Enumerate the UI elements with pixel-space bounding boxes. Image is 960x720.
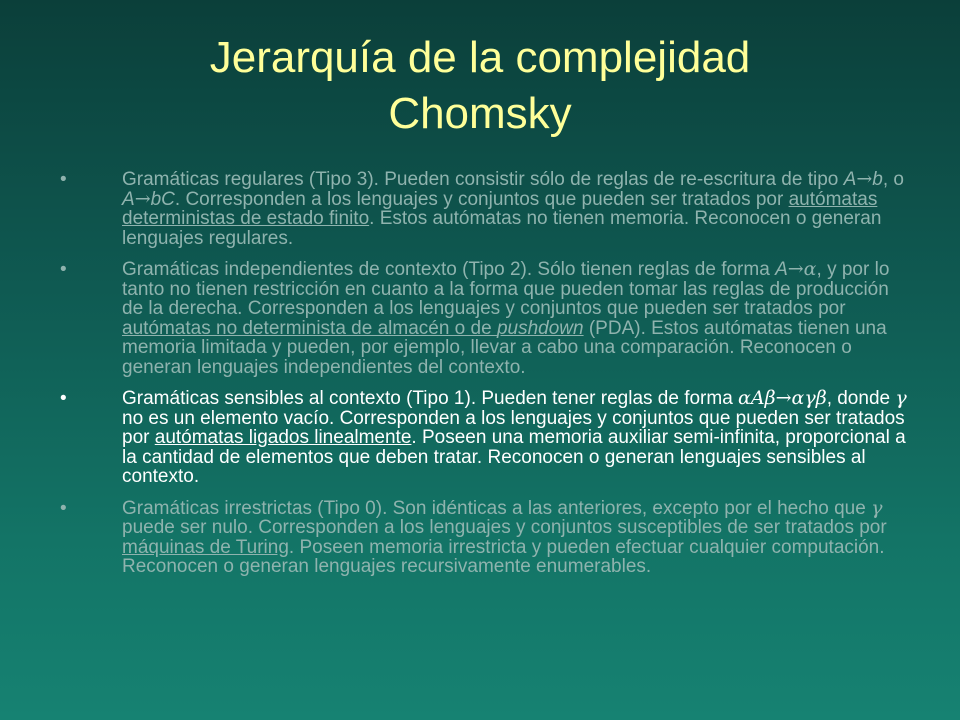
bullet-context-sensitive-grammars bbox=[60, 389, 910, 487]
text: . Corresponden a los lenguajes y conjuntos que pueden ser tratados por bbox=[174, 188, 789, 210]
arrow-symbol: → bbox=[134, 187, 151, 210]
arrow-symbol: → bbox=[775, 387, 792, 409]
bullet-regular-grammars bbox=[60, 170, 910, 248]
rule-symbol: A bbox=[122, 188, 135, 210]
text: Gramáticas irrestrictas (Tipo 0). Son idénticas a las anteriores, excepto por el hecho que bbox=[122, 497, 872, 519]
rule-left: αAβ bbox=[738, 387, 776, 409]
bullet-dot: • bbox=[60, 259, 67, 280]
bullet-list bbox=[60, 170, 910, 589]
text: no es un elemento vacío. Corresponden a los lenguajes y conjuntos que pueden ser tratados por bbox=[122, 407, 905, 448]
slide-title bbox=[0, 30, 960, 142]
text: . Estos autómatas no tienen memoria. Reconocen o generan lenguajes regulares. bbox=[122, 208, 882, 249]
title-line-2: Chomsky bbox=[388, 89, 572, 138]
bullet-dot: • bbox=[60, 497, 67, 519]
arrow-symbol: → bbox=[787, 258, 804, 280]
text: . Poseen una memoria auxiliar semi-infinita, proporcional a la cantidad de elementos que deben tratar. Reconocen o generan lenguajes sensibles al contexto. bbox=[122, 427, 906, 487]
link-turing-machines[interactable]: máquinas de Turing bbox=[122, 536, 289, 558]
bullet-dot: • bbox=[60, 388, 67, 409]
link-pushdown[interactable]: pushdown bbox=[496, 317, 584, 339]
rule-symbol: bC bbox=[150, 188, 175, 210]
bullet-dot: • bbox=[60, 169, 67, 190]
link-finite-automata[interactable]: autómatas deterministas de estado finito bbox=[122, 188, 878, 229]
text: puede ser nulo. Corresponden a los lenguajes y conjuntos susceptibles de ser tratados por bbox=[122, 517, 887, 538]
gamma-symbol: γ bbox=[895, 387, 907, 409]
text: (PDA). Estos autómatas tienen una memoria limitada y pueden, por ejemplo, llevar a cabo una comparación. Reconocen o generan lenguajes independientes del contexto. bbox=[122, 317, 887, 378]
rule-symbol: A bbox=[843, 169, 857, 190]
text: , o bbox=[882, 169, 904, 190]
alpha-symbol: α bbox=[803, 258, 817, 280]
text: . Poseen memoria irrestricta y pueden efectuar cualquier computación. Reconocen o generan lenguajes recursivamente enumerables. bbox=[122, 536, 885, 577]
bullet-context-free-grammars bbox=[60, 260, 910, 377]
link-pushdown-automata[interactable]: autómatas no determinista de almacén o de bbox=[122, 317, 497, 339]
text: Gramáticas regulares (Tipo 3). Pueden consistir sólo de reglas de re-escritura de tipo bbox=[122, 169, 844, 190]
link-linear-bounded-automata[interactable]: autómatas ligados linealmente bbox=[154, 427, 412, 448]
arrow-symbol: → bbox=[856, 168, 873, 190]
rule-symbol: b bbox=[872, 169, 883, 190]
rule-right: αγβ bbox=[791, 387, 827, 409]
text: , donde bbox=[826, 388, 896, 409]
rule-symbol: A bbox=[775, 259, 788, 280]
text: , y por lo tanto no tienen restricción en cuanto a la forma que pueden tomar las reglas de producción de la derecha. Corresponden a los lenguajes y conjuntos que pueden ser tratados por bbox=[122, 259, 890, 319]
text: Gramáticas independientes de contexto (Tipo 2). Sólo tienen reglas de forma bbox=[122, 259, 776, 280]
text: Gramáticas sensibles al contexto (Tipo 1). Pueden tener reglas de forma bbox=[122, 388, 739, 409]
gamma-symbol: γ bbox=[871, 496, 883, 519]
bullet-unrestricted-grammars bbox=[60, 496, 910, 577]
title-line-1: Jerarquía de la complejidad bbox=[209, 33, 751, 82]
